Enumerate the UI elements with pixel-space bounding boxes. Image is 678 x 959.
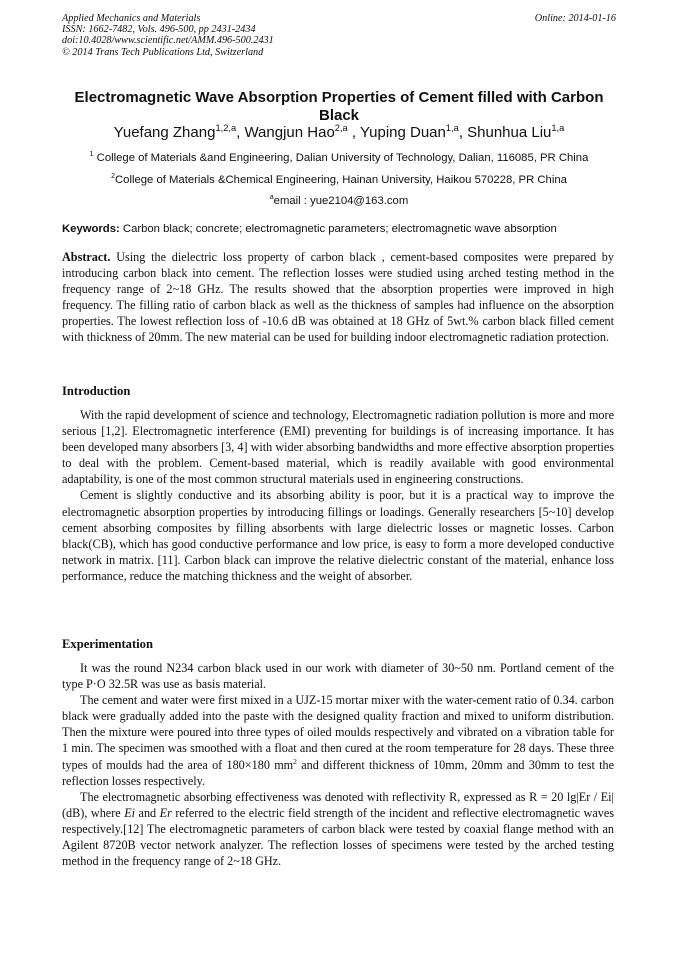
keywords xyxy=(62,222,616,236)
online-date: Online: 2014-01-16 xyxy=(534,13,616,24)
paragraph: The cement and water were first mixed in a UJZ-15 mortar mixer with the water-cement ratio of 0.34. carbon black were gradually added into the paste with the designed quality fraction and mixed to uniform distribution. Then the mixture were poured into three types of oiled moulds respectively and vibrated on a vibration table for 1 min. The specimen was smoothed with a float and then cured at the room temperature for 28 days. These three types of moulds had the area of 180×180 $mm^2$ and different thickness of 10mm, 20mm and 30mm to test the reflection losses respectively. xyxy=(62,693,614,788)
copyright: © 2014 Trans Tech Publications Ltd, Switzerland xyxy=(62,46,264,58)
doi: doi:10.4028/www.scientific.net/AMM.496-500.2431 xyxy=(62,35,274,47)
introduction-heading: Introduction xyxy=(62,384,131,398)
issn: ISSN: 1662-7482, Vols. 496-500, pp 2431-2434 xyxy=(62,24,256,36)
experimentation-body xyxy=(62,660,614,869)
author-list: Yuefang Zhang$^{1,2,a}$, Wangjun Hao$^{2,a}$ , Yuping Duan$^{1,a}$, Shunhua Liu$^{1,a}$ xyxy=(113,123,565,141)
abstract-label: Abstract. xyxy=(62,250,111,264)
author-email: $^a$email : yue2104@163.com xyxy=(269,194,409,207)
experimentation-heading: Experimentation xyxy=(62,637,153,651)
abstract-text: Using the dielectric loss property of carbon black , cement-based composites were prepared by introducing carbon black into cement. The reflection losses were studied using arched testing method in the frequency range of 2~18 GHz. The results showed that the absorption properties were improved in high frequency. The filling ratio of carbon black as well as the thickness of samples had influence on the absorption properties. The lowest reflection loss of -10.6 dB was obtained at 18 GHz of 5wt.% carbon black filled cement with thickness of 20mm. The new material can be used for building indoor electromagnetic radiation protection. xyxy=(62,250,614,345)
paper-title: Electromagnetic Wave Absorption Properties of Cement filled with Carbon Black xyxy=(74,89,604,124)
running-header xyxy=(62,13,616,58)
abstract xyxy=(62,249,614,346)
keywords-label: Keywords: xyxy=(62,223,120,235)
paragraph: Cement is slightly conductive and its absorbing ability is poor, but it is a practical way to improve the electromagnetic absorption properties by introducing fillings or loadings. Generally researchers [5~10] develop cement absorbing composites by filling absorbents with large dielectric losses or magnetic losses. Carbon black(CB), which has good conductive performance and low price, is easy to form a more developed conductive network in matrix. [11]. Carbon black can improve the relative dielectric constant of the material, enhance loss performance, reduce the matching thickness and the weight of absorber. xyxy=(62,488,614,583)
keywords-text: Carbon black; concrete; electromagnetic parameters; electromagnetic wave absorption xyxy=(122,223,557,235)
affiliation-2: $^2$College of Materials &Chemical Engineering, Hainan University, Haikou 570228, PR China xyxy=(111,173,567,186)
var-ei: Ei xyxy=(124,805,136,820)
paragraph: With the rapid development of science and technology, Electromagnetic radiation pollution is more and more serious [1,2]. Electromagnetic interference (EMI) preventing for buildings is of increasing importance. It has been developed many absorbers [3, 4] with wider absorbing bandwidths and more effective absorption properties to deal with the problem. Cement-based material, which is readily available with good environmental adaptability, is one of the most common structural materials used in engineering constructions. xyxy=(62,408,614,487)
paragraph: It was the round N234 carbon black used in our work with diameter of 30~50 nm. Portland cement of the type P·O 32.5R was use as basis material. xyxy=(62,661,614,692)
reflectivity-formula: R = 20 lg|Er / Ei| xyxy=(529,789,614,804)
var-er: Er xyxy=(159,805,172,820)
journal-name: Applied Mechanics and Materials xyxy=(62,13,201,24)
paragraph: The electromagnetic absorbing effectiveness was denoted with reflectivity R, expressed as R = 20 lg|Er / Ei| (dB), where Ei and Er referred to the electric field strength of the incident and reflective electromagnetic waves respectively.[12] The electromagnetic parameters of carbon black were tested by coaxial flange method with an Agilent 8720B vector network analyzer. The reflection losses of specimens were tested by the arched testing method in the frequency range of 2~18 GHz. xyxy=(62,789,614,869)
affiliation-1: $^1$ College of Materials &and Engineering, Dalian University of Technology, Dalian, 116085, PR China xyxy=(89,151,589,164)
introduction-body xyxy=(62,407,614,584)
